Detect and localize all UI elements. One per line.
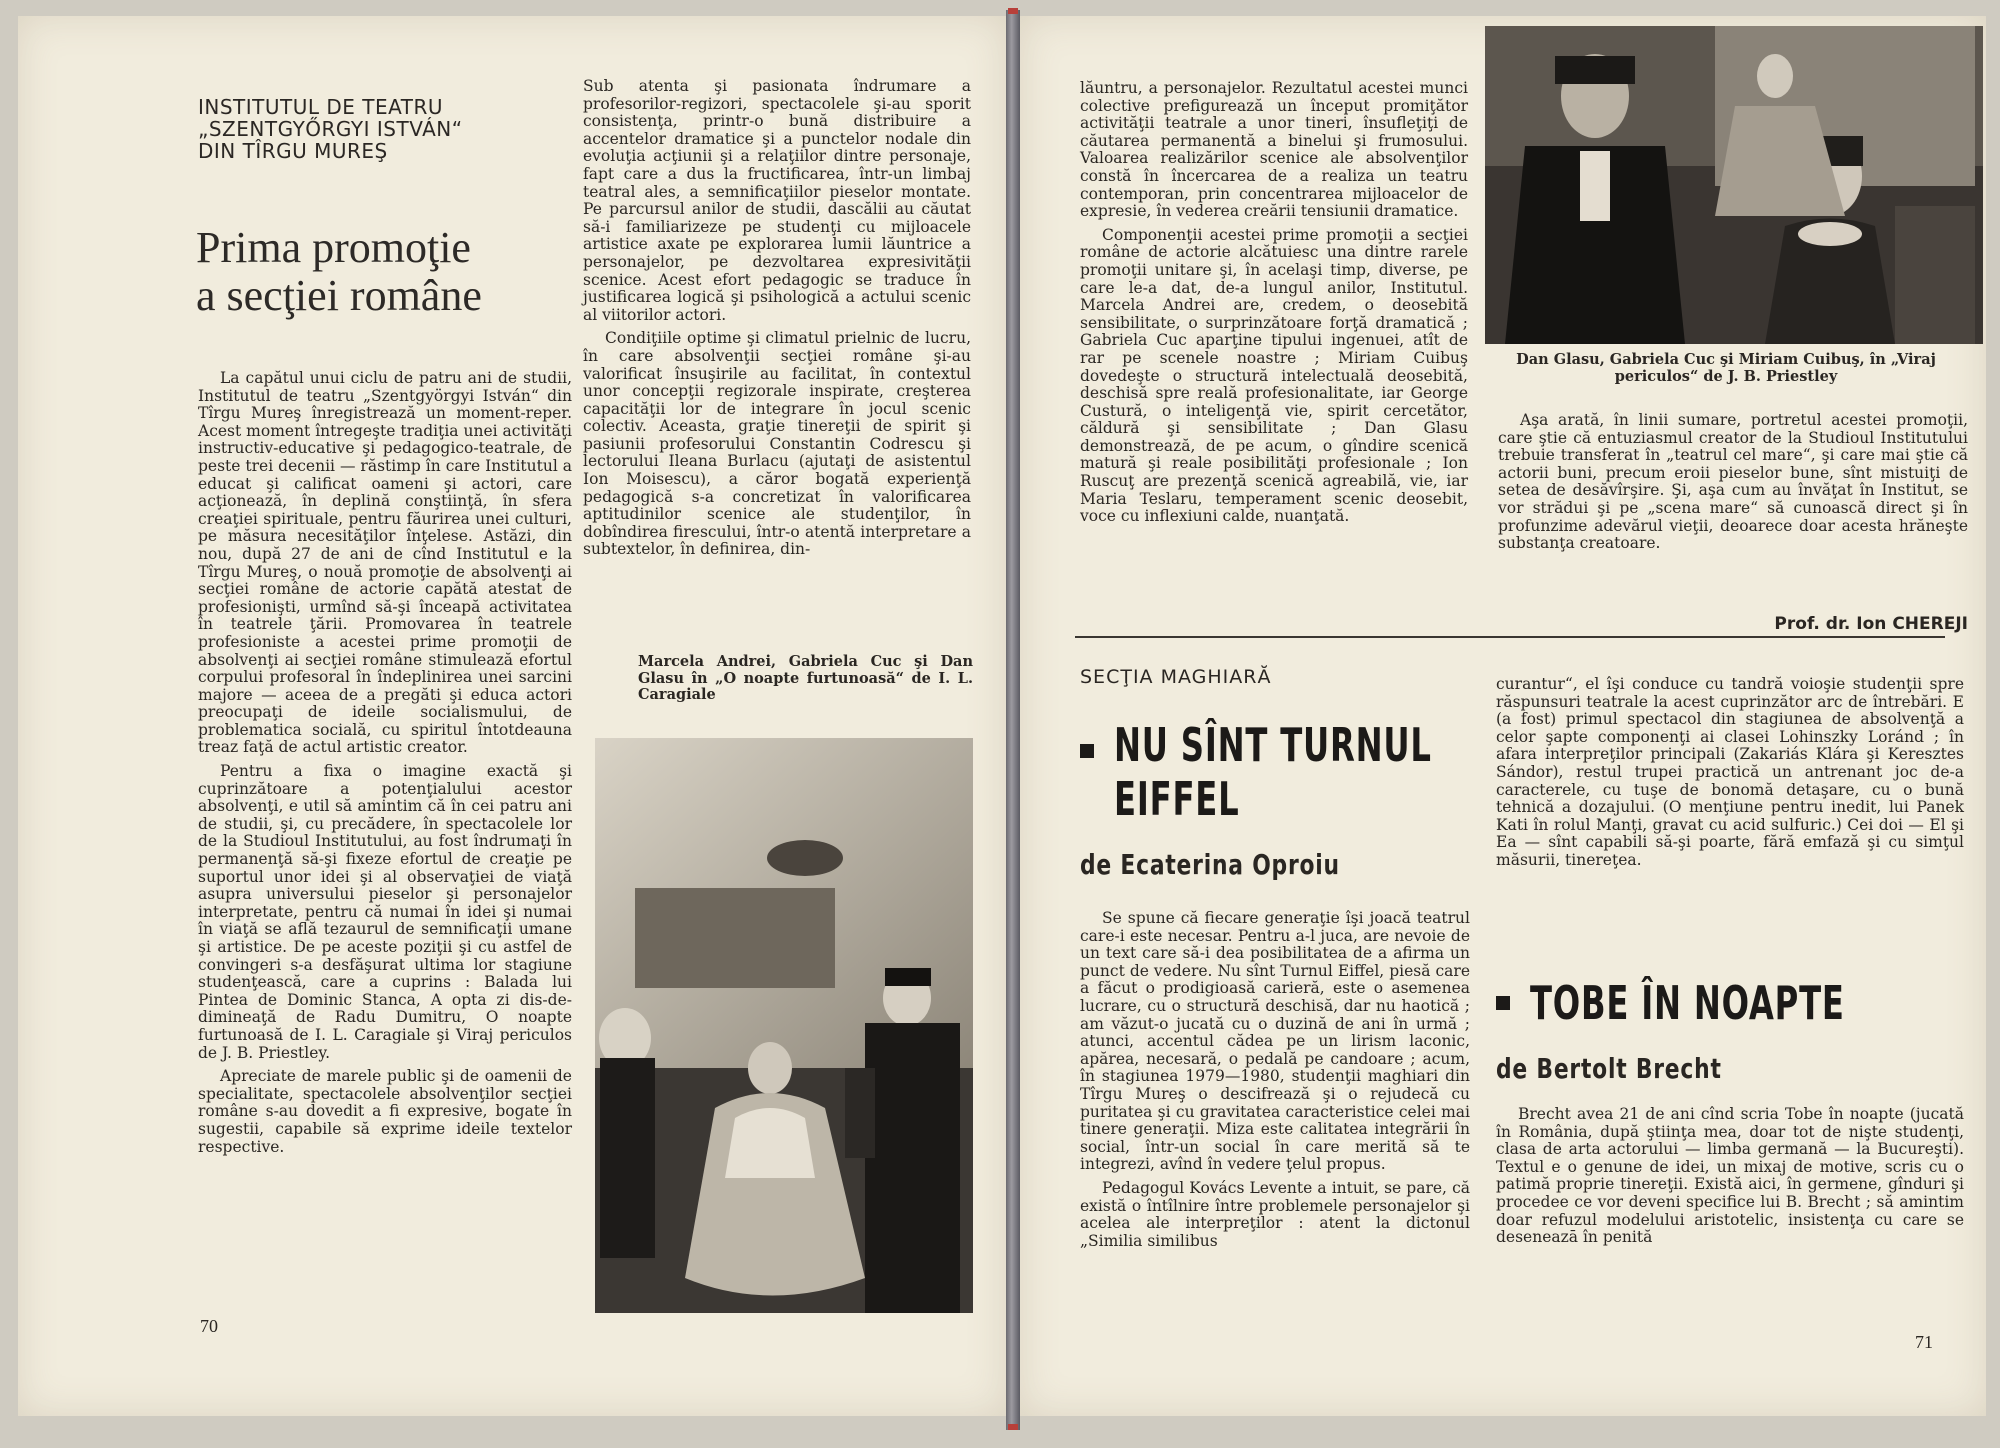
play1-author: de Ecaterina Oproiu [1080,848,1340,881]
paragraph: Condiţiile optime şi climatul prielnic de lucru, în care absolvenţii secţiei române şi-au valorificat însuşirile au facilitat, în contextul unor concepţii regizorale inspirate, creşterea capacităţii lor de integrare în jocul scenic colectiv. Aceasta, graţie tinereţii de spirit şi pasiunii profesorului Constantin Codrescu şi lectorului Ileana Burlacu (ajutaţi de asistentul Ion Moisescu), a căror bogată experienţă pedagogică s-a concretizat în valorificarea aptitudinilor scenice ale studenţilor, în dobîndirea firescului, într-o atentă interpretare a subtextelor, în definirea, din- [583,329,971,559]
photo-caption: Marcela Andrei, Gabriela Cuc şi Dan Glasu în „O noapte furtunoasă“ de I. L. Caragiale [638,653,973,703]
photo-image [1485,26,1983,344]
paragraph: Componenţii acestei prime promoţii a secţiei române de actorie alcătuiesc una dintre rarele promoţii unitare şi, în acelaşi timp, diverse, pe care le-a dat, de-a lungul anilor, Institutul. Marcela Andrei are, credem, o deosebită sensibilitate, o surprinzătoare forţă dramatică ; Gabriela Cuc aparţine tipului ingenuei, atît de rar pe scenele noastre ; Miriam Cuibuş dovedeşte o structură intelectuală deosebită, deschisă spre reală profesionalitate, iar George Custură, o inteligenţă vie, spirit cercetător, căldură şi sensibilitate ; Dan Glasu demonstrează, de pe acum, o gîndire scenică matură şi reale posibilităţi profesionale ; Ion Ruscuţ are prezenţă scenică agreabilă, vie, iar Maria Teslaru, temperament scenic deosebit, voce cu inflexiuni calde, nuanţată. [1080,225,1468,526]
left-page [18,16,1006,1416]
photo-caption: Dan Glasu, Gabriela Cuc şi Miriam Cuibuş, în „Viraj periculos“ de J. B. Priestley [1516,351,1936,385]
play2-review [1496,1106,1964,1253]
paragraph: Pentru a fixa o imagine exactă şi cuprinzătoare a potenţialului acestor absolvenţi, e util să amintim că în cei patru ani de studii, şi, cu precădere, în spectacolele lor de la Studioul Institutului, au fost îndrumaţi în permanenţă să-şi fixeze efortul de creaţie pe suportul unor idei şi al observaţiei de viaţă asupra universului pieselor şi personajelor interpretate, pentru că numai în idei şi numai în viaţă se află tezaurul de semnificaţii umane şi artistice. De pe aceste poziţii şi cu astfel de convingeri s-a desfăşurat ultima lor stagiune studenţească, care a cuprins : Balada lui Pintea de Dominic Stanca, A opta zi dis-de-dimineaţă de Radu Dumitru, O noapte furtunoasă de I. L. Caragiale şi Viraj periculos de J. B. Priestley. [198,762,572,1062]
right-column-2 [1498,412,1968,559]
play2-title-block [1496,976,1966,1036]
binding-thread [1008,1424,1018,1430]
institute-heading: INSTITUTUL DE TEATRU „SZENTGYŐRGYI ISTVÁN“ DIN TÎRGU MUREŞ [198,95,463,163]
paragraph: Se spune că fiecare generaţie îşi joacă teatrul care-i este necesar. Pentru a-l juca, are nevoie de un text care să-i dea posibilitatea de a afirma un punct de vedere. Nu sînt Turnul Eiffel, piesă care a făcut o prodigioasă carieră, este o asemenea lucrare, cu o structură deschisă, dar nu haotică ; am văzut-o jucată cu o duzină de ani în urmă ; atunci, accentul cădea pe un lirism laconic, apărea, necesară, o pedală pe candoare ; acum, în stagiunea 1979—1980, studenţii maghiari din Tîrgu Mureş o descifrează şi o rejudecă cu puritatea şi cu gravitatea caracteristice celei mai tinere generaţii. Miza este calitatea integrării în social, într-un social în care merită să te integrezi, avînd în vedere ţelul propus. [1080,909,1470,1174]
page-number: 71 [1915,1332,1933,1352]
play1-title-block [1080,718,1500,838]
bullet-square-icon [1496,996,1510,1010]
author-signature: Prof. dr. Ion CHEREJI [1774,614,1968,634]
paragraph: La capătul unui ciclu de patru ani de studii, Institutul de teatru „Szentgyörgyi István“ din Tîrgu Mureş înregistrează un moment-reper. Acest moment întregeşte tradiţia unei activităţi instructiv-educative şi pedagogico-teatrale, de peste trei decenii — răstimp în care Institutul a educat şi calificat oameni şi actori, care acţionează, în deplină conştiinţă, în sfera creaţiei spirituale, pentru făurirea unei culturi, pe măsura necesităţilor înţelese. Astăzi, din nou, după 27 de ani de cînd Institutul e la Tîrgu Mureş, o nouă promoţie de absolvenţi ai secţiei române de actorie capătă atestat de profesionişti, urmînd să-şi înceapă activitatea în teatrele ţării. Promovarea în teatrele profesioniste a acestei prime promoţii de absolvenţi ai secţiei române stimulează efortul corpului profesoral în îndeplinirea unei sarcini majore — aceea de a pregăti şi educa actori preocupaţi de ideile socialismului, de problematica socială, cu spiritul întotdeauna treaz faţă de actul artistic creator. [198,369,572,757]
stage-photo-o-noapte-furtunoasa [595,738,973,1313]
paragraph: Pedagogul Kovács Levente a intuit, se pare, că există o întîlnire între problemele personajelor şi acelea ale interpreţilor : atent la dictonul „Similia similibus [1080,1178,1470,1250]
section-title: SECŢIA MAGHIARĂ [1080,666,1272,688]
article-title: Prima promoţie a secţiei române [196,223,482,320]
right-page [1020,16,1986,1416]
book-spine [1006,10,1020,1430]
paragraph: Aşa arată, în linii sumare, portretul acestei promoţii, care ştie că entuziasmul creator de la Studioul Institutului trebuie transferat în „teatrul cel mare“, şi care mai ştie că actorii buni, precum eroii pieselor bune, sînt mistuiţi de setea de desăvîrşire. Şi, aşa cum au învăţat în Institut, se vor strădui şi pe „scena mare“ să cunoască direct şi în profunzime adevărul vieţii, deoarece doar acesta hrăneşte substanţa creatoare. [1498,411,1968,553]
section-divider [1075,636,1945,638]
play1-review [1080,910,1470,1256]
right-column-1 [1080,80,1468,532]
paragraph: Sub atenta şi pasionata îndrumare a profesorilor-regizori, spectacolele şi-au sporit consistenţa, printr-o bună distribuire a accentelor dramatice şi a punctelor nodale din evoluţia acţiunii şi a relaţiilor dintre personaje, fapt care a dus la fructificarea, într-un limbaj teatral ales, a semnificaţiilor pieselor montate. Pe parcursul anilor de studii, dascălii au căutat să-i familiarizeze pe studenţi cu mijloacele artistice axate pe explorarea lumii lăuntrice a personajelor, pe dezvoltarea expresivităţii scenice. Acest efort pedagogic se traduce în justificarea logică şi psihologică a actului scenic al viitorilor actori. [583,77,971,324]
play2-title: TOBE ÎN NOAPTE [1530,976,1845,1030]
paragraph: lăuntru, a personajelor. Rezultatul acestei munci colective prefigurează un început promiţător activităţii teatrale a unor tineri, însufleţiţi de căutarea permanentă a binelui şi frumosului. Valoarea realizărilor scenice ale absolvenţilor constă în încercarea de a realiza un teatru contemporan, prin concentrarea mijloacelor de expresie, în vederea creării tensiunii dramatice. [1080,79,1468,221]
paragraph: Apreciate de marele public şi de oamenii de specialitate, spectacolele absolvenţilor secţiei române s-au dovedit a fi expresive, bogate în sugestii, capabile să exprime ideile textelor respective. [198,1067,572,1156]
play1-review-continued [1496,676,1964,876]
left-column-1 [198,370,572,1162]
left-column-2 [583,78,971,565]
play1-title: NU SÎNT TURNUL EIFFEL [1114,718,1432,826]
play2-author: de Bertolt Brecht [1496,1052,1722,1085]
paragraph: curantur“, el îşi conduce cu tandră voioşie studenţii spre răspunsuri teatrale la acest cuprinzător arc de întrebări. E (a fost) primul spectacol din stagiunea de absolvenţă a celor şapte componenţi ai clasei Lohinszky Loránd ; în afara interpreţilor principali (Zakariás Klára şi Keresztes Sándor), restul trupei practică un antrenant joc de-a caracterele, cu tuşe de bonomă detaşare, cu o bună tehnică a dozajului. (O menţiune pentru inedit, lui Panek Kati în rolul Manţi, gravat cu acid sulfuric.) Cei doi — El şi Ea — sînt capabili să-şi poarte, fără emfază şi cu simţul măsurii, tinereţea. [1496,675,1964,869]
photo-image [595,738,973,1313]
paragraph: Brecht avea 21 de ani cînd scria Tobe în noapte (jucată în România, după ştiinţa mea, doar tot de nişte studenţi, clasa de arta actorului — limba germană — la Bucureşti). Textul e o genune de idei, un mixaj de motive, scris cu o patimă proprie tinereţii. Există aici, în germene, gînduri şi procedee ce vor deveni specifice lui B. Brecht ; să amintim doar refuzul modelului aristotelic, insistenţa cu care se deseneazā în penită [1496,1105,1964,1247]
stage-photo-viraj-periculos [1485,26,1983,344]
bullet-square-icon [1080,744,1094,758]
binding-thread [1008,8,1018,14]
page-number: 70 [200,1316,218,1336]
